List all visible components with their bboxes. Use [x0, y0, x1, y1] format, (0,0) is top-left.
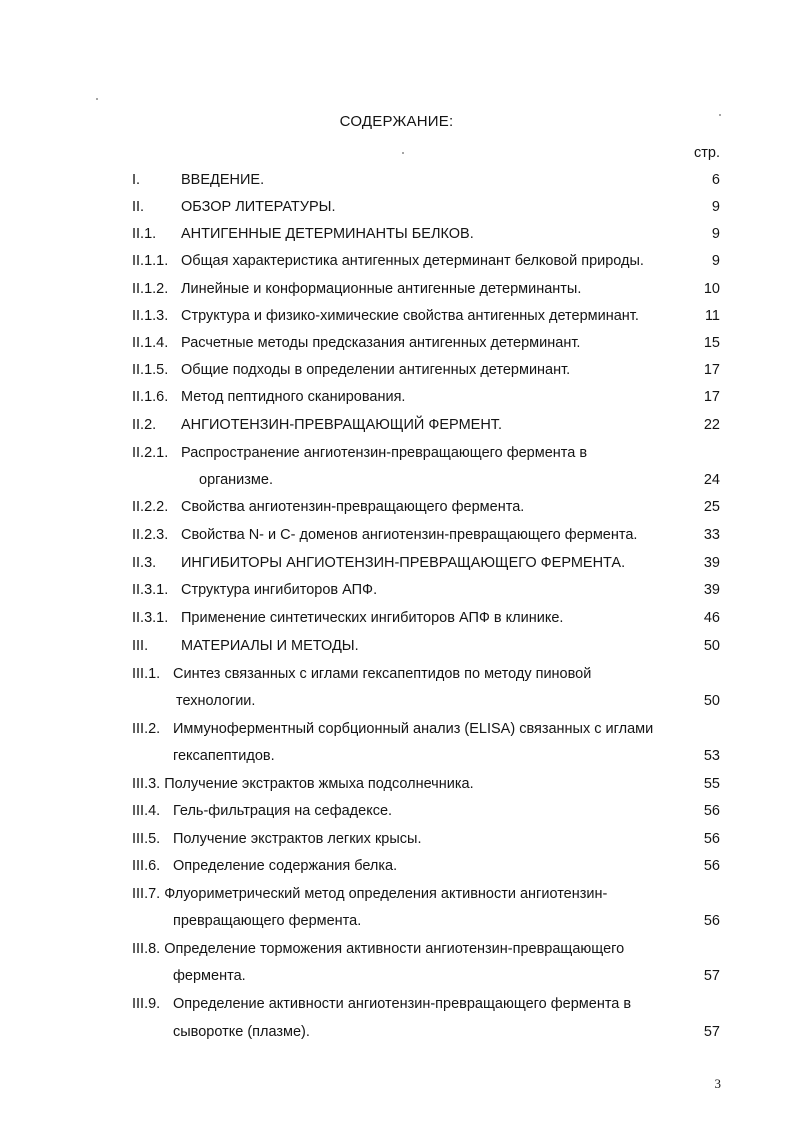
page-title: СОДЕРЖАНИЕ: [339, 113, 454, 130]
toc-entry-number: II.2.2. [132, 499, 169, 515]
toc-entry-page: 25 [703, 499, 720, 515]
toc-entry-continuation [0, 472, 793, 492]
toc-entry [0, 499, 793, 519]
scan-speck [96, 98, 98, 100]
toc-entry [0, 666, 793, 686]
toc-entry [0, 389, 793, 409]
toc-entry [0, 996, 793, 1016]
toc-entry-title: Свойства ангиотензин-превращающего фермента. [181, 499, 525, 515]
toc-entry-number: II.2. [132, 417, 157, 433]
toc-entry-page: 46 [703, 610, 720, 626]
toc-entry-number: III.5. [132, 831, 161, 847]
toc-entry [0, 335, 793, 355]
toc-entry-number: III. [132, 638, 149, 654]
toc-entry [0, 776, 793, 796]
toc-entry [0, 362, 793, 382]
toc-entry-page: 22 [703, 417, 720, 433]
toc-entry-title: III.8. Определение торможения активности ангиотензин-превращающего [132, 941, 625, 957]
toc-entry-number: II.3. [132, 555, 157, 571]
toc-entry-title: Общие подходы в определении антигенных детерминант. [181, 362, 571, 378]
toc-entry-page: 57 [703, 1024, 720, 1040]
toc-entry-page: 6 [711, 172, 720, 188]
toc-entry-page: 9 [711, 226, 720, 242]
toc-entry-page: 50 [703, 638, 720, 654]
toc-entry-number: II.1.4. [132, 335, 169, 351]
toc-entry-page: 17 [703, 362, 720, 378]
toc-entry [0, 941, 793, 961]
toc-entry-title: Линейные и конформационные антигенные детерминанты. [181, 281, 582, 297]
toc-entry-title: МАТЕРИАЛЫ И МЕТОДЫ. [181, 638, 359, 654]
toc-entry-number: II.1.5. [132, 362, 169, 378]
page-column-label: стр. [694, 145, 720, 161]
toc-entry-page: 56 [703, 803, 720, 819]
toc-entry-title: Структура ингибиторов АПФ. [181, 582, 378, 598]
toc-entry-page: 39 [703, 555, 720, 571]
scan-speck [402, 152, 404, 154]
toc-entry [0, 226, 793, 246]
toc-entry-title: Структура и физико-химические свойства антигенных детерминант. [181, 308, 639, 324]
toc-entry-number: II.1.6. [132, 389, 169, 405]
toc-entry-number: II.3.1. [132, 582, 169, 598]
toc-entry-page: 15 [703, 335, 720, 351]
toc-entry-number: II.2.3. [132, 527, 169, 543]
toc-entry-title: Гель-фильтрация на сефадексе. [173, 803, 393, 819]
toc-entry-title: Определение активности ангиотензин-превращающего фермента в [173, 996, 632, 1012]
toc-entry-page: 9 [711, 253, 720, 269]
toc-entry-title: Метод пептидного сканирования. [181, 389, 406, 405]
toc-entry-title: Применение синтетических ингибиторов АПФ в клинике. [181, 610, 564, 626]
toc-entry [0, 445, 793, 465]
toc-entry [0, 555, 793, 575]
toc-entry [0, 527, 793, 547]
toc-entry [0, 308, 793, 328]
toc-entry-title: технологии. [176, 693, 256, 709]
toc-entry-title: АНТИГЕННЫЕ ДЕТЕРМИНАНТЫ БЕЛКОВ. [181, 226, 474, 242]
toc-entry-title: АНГИОТЕНЗИН-ПРЕВРАЩАЮЩИЙ ФЕРМЕНТ. [181, 417, 503, 433]
toc-entry-title: Синтез связанных с иглами гексапептидов по методу пиновой [173, 666, 592, 682]
toc-entry-continuation [0, 748, 793, 768]
toc-entry-page: 24 [703, 472, 720, 488]
toc-entry-title: организме. [199, 472, 273, 488]
toc-entry-title: Определение содержания белка. [173, 858, 398, 874]
toc-entry-title: III.7. Флуориметрический метод определения активности ангиотензин- [132, 886, 608, 902]
toc-entry [0, 199, 793, 219]
toc-entry-page: 11 [704, 308, 720, 324]
toc-entry-number: II.1.1. [132, 253, 169, 269]
toc-entry-page: 56 [703, 858, 720, 874]
toc-entry [0, 803, 793, 823]
toc-entry-page: 39 [703, 582, 720, 598]
toc-entry-page: 57 [703, 968, 720, 984]
toc-entry [0, 831, 793, 851]
toc-entry [0, 582, 793, 602]
toc-entry [0, 721, 793, 741]
toc-entry-title: сыворотке (плазме). [173, 1024, 310, 1040]
toc-entry-title: Получение экстрактов легких крысы. [173, 831, 422, 847]
toc-entry [0, 281, 793, 301]
toc-entry-page: 17 [703, 389, 720, 405]
toc-entry-continuation [0, 913, 793, 933]
toc-entry-number: III.1. [132, 666, 161, 682]
toc-entry-number: II.1. [132, 226, 157, 242]
toc-entry [0, 253, 793, 273]
toc-entry-page: 50 [703, 693, 720, 709]
toc-entry-title: Распространение ангиотензин-превращающего фермента в [181, 445, 588, 461]
toc-entry-title: ИНГИБИТОРЫ АНГИОТЕНЗИН-ПРЕВРАЩАЮЩЕГО ФЕРМЕНТА. [181, 555, 626, 571]
toc-entry-title: фермента. [173, 968, 246, 984]
toc-entry-title: Расчетные методы предсказания антигенных детерминант. [181, 335, 581, 351]
toc-entry-number: II.3.1. [132, 610, 169, 626]
toc-entry-continuation [0, 1024, 793, 1044]
toc-entry-title: III.3. Получение экстрактов жмыха подсолнечника. [132, 776, 474, 792]
toc-entry-continuation [0, 693, 793, 713]
toc-entry [0, 417, 793, 437]
toc-entry-number: III.4. [132, 803, 161, 819]
toc-entry-title: превращающего фермента. [173, 913, 362, 929]
page-number: 3 [714, 1076, 721, 1091]
toc-entry-page: 9 [711, 199, 720, 215]
toc-entry-title: Общая характеристика антигенных детерминант белковой природы. [181, 253, 644, 269]
toc-entry-number: II.1.3. [132, 308, 169, 324]
toc-entry [0, 610, 793, 630]
toc-entry [0, 638, 793, 658]
toc-entry-title: ВВЕДЕНИЕ. [181, 172, 265, 188]
toc-entry-number: II.1.2. [132, 281, 169, 297]
toc-entry-number: II. [132, 199, 145, 215]
toc-entry-title: Иммуноферментный сорбционный анализ (ELISA) связанных с иглами [173, 721, 654, 737]
toc-entry-number: II.2.1. [132, 445, 169, 461]
toc-entry-page: 33 [703, 527, 720, 543]
scan-speck [719, 114, 721, 116]
toc-entry [0, 858, 793, 878]
toc-entry-page: 53 [703, 748, 720, 764]
toc-entry-title: гексапептидов. [173, 748, 275, 764]
toc-entry-page: 10 [703, 281, 720, 297]
toc-entry-title: ОБЗОР ЛИТЕРАТУРЫ. [181, 199, 336, 215]
toc-entry-page: 56 [703, 831, 720, 847]
toc-entry-number: III.9. [132, 996, 161, 1012]
toc-entry-number: I. [132, 172, 141, 188]
toc-entry-number: III.2. [132, 721, 161, 737]
toc-entry [0, 172, 793, 192]
toc-entry-title: Свойства N- и С- доменов ангиотензин-превращающего фермента. [181, 527, 638, 543]
toc-entry-continuation [0, 968, 793, 988]
toc-entry [0, 886, 793, 906]
toc-entry-page: 55 [703, 776, 720, 792]
toc-entry-number: III.6. [132, 858, 161, 874]
toc-entry-page: 56 [703, 913, 720, 929]
